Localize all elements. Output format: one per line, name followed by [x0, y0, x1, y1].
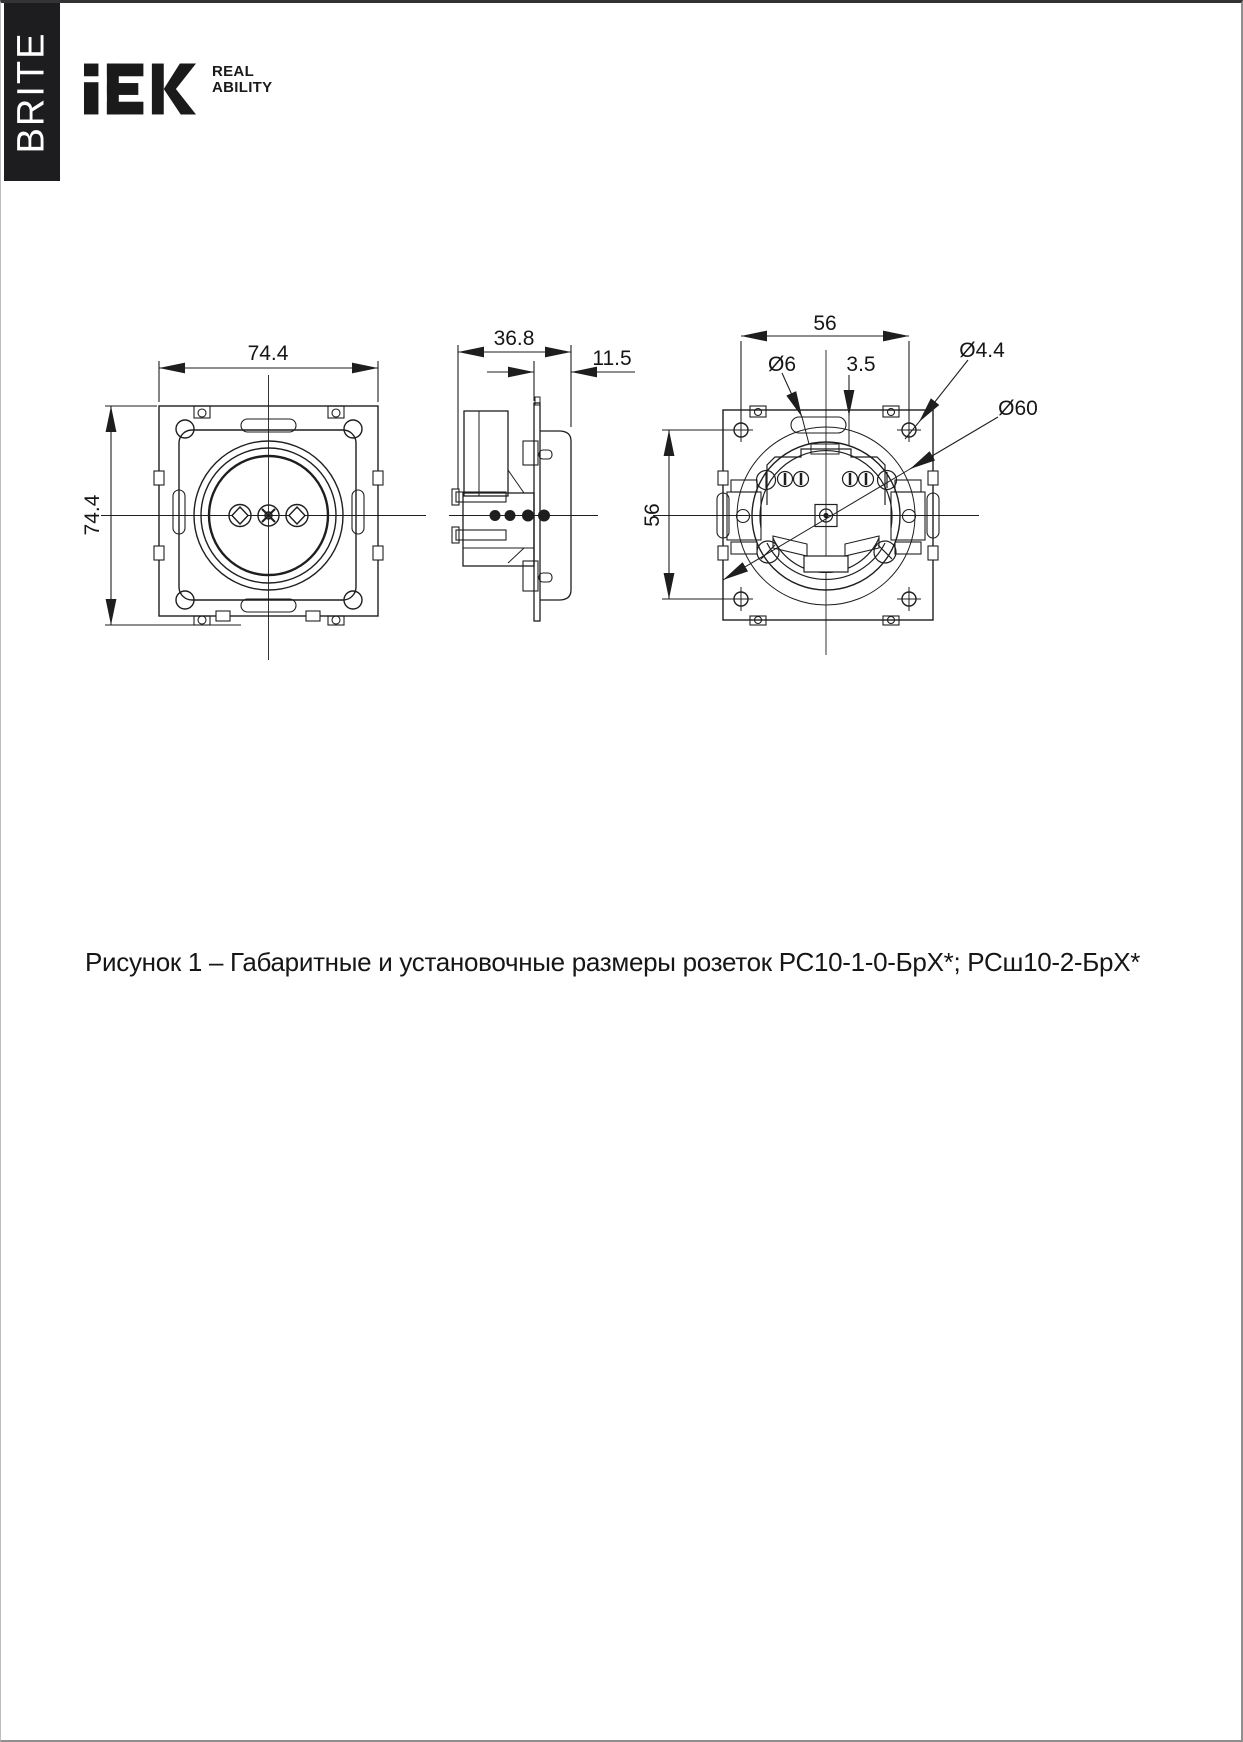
- side-frame-plate: [534, 403, 540, 621]
- side-view-drawing: [449, 327, 635, 621]
- back-leaders: [723, 360, 998, 580]
- side-mechanism-upper: [464, 411, 508, 496]
- dim-side-protrusion-label: 11.5: [592, 347, 632, 370]
- dim-offset-label: 3.5: [846, 353, 876, 376]
- dim-back-vspacing-label: 56: [641, 503, 664, 527]
- dim-cable-hole-label: Ø6: [767, 353, 797, 376]
- brite-banner-label: BRITE: [10, 31, 53, 153]
- front-view-drawing: [81, 342, 426, 660]
- dim-mount-hole-label: Ø4.4: [959, 339, 1005, 362]
- dim-front-height-label: 74.4: [81, 494, 104, 536]
- logo-tagline-line1: REAL: [212, 63, 255, 80]
- figure-drawing: [1, 3, 1243, 1742]
- back-view-centerlines: [653, 350, 979, 655]
- logo-tagline-line2: ABILITY: [212, 79, 273, 96]
- dim-claw-span-label: Ø60: [998, 397, 1038, 420]
- front-view-centerlines: [101, 375, 426, 660]
- dim-side-depth-label: 36.8: [493, 327, 535, 350]
- dim-back-hspacing-label: 56: [813, 312, 837, 335]
- back-view-drawing: [641, 312, 1038, 655]
- dim-front-width-label: 74.4: [247, 342, 289, 365]
- figure-caption: Рисунок 1 – Габаритные и установочные размеры розеток РС10-1-0-БрХ*; РСш10-2-БрХ*: [85, 947, 1141, 977]
- side-depth-dimension: [458, 345, 571, 489]
